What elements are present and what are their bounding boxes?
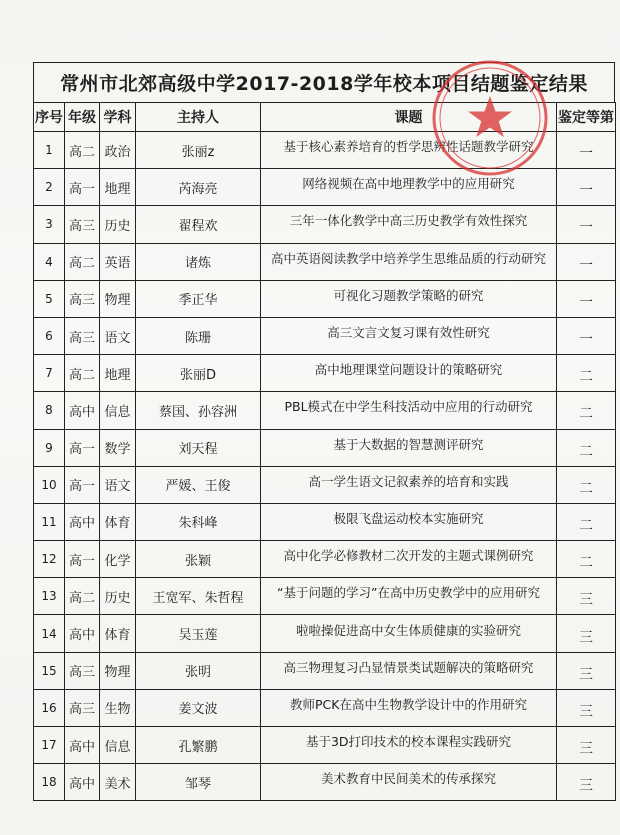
cell-topic (261, 615, 557, 652)
cell-rank (557, 727, 616, 764)
cell-index: 14 (34, 615, 65, 652)
cell-topic (261, 578, 557, 615)
cell-rank (557, 317, 616, 354)
topic-text: 啦啦操促进高中女生体质健康的实验研究 (295, 622, 521, 638)
cell-index: 6 (34, 317, 65, 354)
cell-grade: 高三 (65, 280, 100, 317)
cell-host: 蔡国、孙容洲 (136, 392, 261, 429)
cell-rank (557, 169, 616, 206)
cell-index: 18 (34, 764, 65, 801)
cell-subject: 地理 (100, 355, 136, 392)
cell-host: 诸炼 (136, 243, 261, 280)
cell-host: 张丽z (136, 132, 261, 169)
cell-grade: 高中 (65, 727, 100, 764)
table-header-row (34, 103, 616, 132)
cell-index: 8 (34, 392, 65, 429)
cell-subject: 体育 (100, 503, 136, 540)
cell-subject: 信息 (100, 392, 136, 429)
rank-text: 三 (579, 629, 593, 646)
cell-subject: 体育 (100, 615, 136, 652)
cell-index: 9 (34, 429, 65, 466)
topic-text: 可视化习题教学策略的研究 (333, 287, 484, 303)
cell-grade: 高一 (65, 466, 100, 503)
cell-index: 15 (34, 652, 65, 689)
cell-host: 邹琴 (136, 764, 261, 801)
cell-rank (557, 689, 616, 726)
cell-host: 吴玉莲 (136, 615, 261, 652)
rank-text: 二 (579, 369, 593, 386)
results-table (33, 102, 616, 801)
table-row (34, 429, 616, 466)
cell-subject: 地理 (100, 169, 136, 206)
rank-text: 二 (579, 406, 593, 423)
cell-host: 张明 (136, 652, 261, 689)
cell-topic (261, 132, 557, 169)
cell-grade: 高中 (65, 764, 100, 801)
cell-rank (557, 355, 616, 392)
table-row (34, 541, 616, 578)
cell-subject: 政治 (100, 132, 136, 169)
rank-text: 一 (579, 183, 593, 200)
cell-grade: 高中 (65, 503, 100, 540)
cell-grade: 高二 (65, 578, 100, 615)
cell-subject: 物理 (100, 652, 136, 689)
cell-index: 17 (34, 727, 65, 764)
cell-grade: 高一 (65, 429, 100, 466)
cell-subject: 物理 (100, 280, 136, 317)
cell-host: 严媛、王俊 (136, 466, 261, 503)
cell-subject: 生物 (100, 689, 136, 726)
cell-topic (261, 206, 557, 243)
cell-grade: 高三 (65, 689, 100, 726)
cell-topic (261, 503, 557, 540)
cell-host: 季正华 (136, 280, 261, 317)
header-index: 序号 (34, 103, 65, 132)
cell-host: 陈珊 (136, 317, 261, 354)
cell-grade: 高中 (65, 615, 100, 652)
header-grade: 年级 (65, 103, 100, 132)
cell-topic (261, 280, 557, 317)
table-row (34, 466, 616, 503)
cell-host: 张颖 (136, 541, 261, 578)
cell-subject: 数学 (100, 429, 136, 466)
cell-subject: 历史 (100, 206, 136, 243)
cell-rank (557, 503, 616, 540)
rank-text: 三 (579, 741, 593, 758)
table-row (34, 727, 616, 764)
header-host: 主持人 (136, 103, 261, 132)
header-subject: 学科 (100, 103, 136, 132)
cell-index: 13 (34, 578, 65, 615)
table-row (34, 689, 616, 726)
cell-grade: 高二 (65, 132, 100, 169)
cell-topic (261, 317, 557, 354)
header-topic: 课题 (261, 103, 557, 132)
cell-grade: 高三 (65, 206, 100, 243)
cell-grade: 高二 (65, 243, 100, 280)
rank-text: 一 (579, 257, 593, 274)
cell-grade: 高中 (65, 392, 100, 429)
cell-rank (557, 541, 616, 578)
rank-text: 三 (579, 666, 593, 683)
cell-index: 11 (34, 503, 65, 540)
table-row (34, 317, 616, 354)
cell-index: 7 (34, 355, 65, 392)
topic-text: 高一学生语文记叙素养的培育和实践 (308, 473, 509, 489)
rank-text: 二 (579, 555, 593, 572)
cell-rank (557, 652, 616, 689)
cell-rank (557, 132, 616, 169)
cell-rank (557, 578, 616, 615)
cell-subject: 历史 (100, 578, 136, 615)
rank-text: 三 (579, 703, 593, 720)
cell-host: 王宽军、朱哲程 (136, 578, 261, 615)
cell-rank (557, 243, 616, 280)
cell-host: 朱科峰 (136, 503, 261, 540)
topic-text: 教师PCK在高中生物教学设计中的作用研究 (290, 696, 527, 712)
topic-text: 三年一体化教学中高三历史教学有效性探究 (289, 213, 528, 229)
table-row (34, 280, 616, 317)
table-row (34, 169, 616, 206)
table-row (34, 132, 616, 169)
table-row (34, 652, 616, 689)
cell-subject: 语文 (100, 317, 136, 354)
header-rank: 鉴定等第 (557, 103, 616, 132)
topic-text: 美术教育中民间美术的传承探究 (320, 771, 496, 787)
topic-text: 基于3D打印技术的校本课程实践研究 (305, 734, 512, 750)
cell-topic (261, 466, 557, 503)
table-row (34, 578, 616, 615)
cell-index: 1 (34, 132, 65, 169)
rank-text: 三 (579, 592, 593, 609)
cell-subject: 化学 (100, 541, 136, 578)
cell-grade: 高二 (65, 355, 100, 392)
cell-topic (261, 243, 557, 280)
table-row (34, 355, 616, 392)
rank-text: 一 (579, 220, 593, 237)
cell-topic (261, 689, 557, 726)
cell-rank (557, 429, 616, 466)
rank-text: 二 (579, 517, 593, 534)
topic-text: 网络视频在高中地理教学中的应用研究 (302, 176, 515, 192)
cell-topic (261, 541, 557, 578)
cell-host: 姜文波 (136, 689, 261, 726)
cell-subject: 美术 (100, 764, 136, 801)
cell-rank (557, 280, 616, 317)
topic-text: 基于大数据的智慧测评研究 (333, 436, 484, 452)
cell-index: 10 (34, 466, 65, 503)
cell-subject: 信息 (100, 727, 136, 764)
cell-index: 3 (34, 206, 65, 243)
cell-topic (261, 429, 557, 466)
cell-index: 5 (34, 280, 65, 317)
rank-text: 二 (579, 480, 593, 497)
rank-text: 三 (579, 778, 593, 795)
rank-text: 二 (579, 443, 593, 460)
cell-rank (557, 392, 616, 429)
cell-subject: 英语 (100, 243, 136, 280)
cell-topic (261, 169, 557, 206)
table-row (34, 764, 616, 801)
cell-grade: 高三 (65, 317, 100, 354)
topic-text: 高中英语阅读教学中培养学生思维品质的行动研究 (270, 250, 546, 266)
cell-index: 4 (34, 243, 65, 280)
cell-topic (261, 652, 557, 689)
cell-index: 2 (34, 169, 65, 206)
cell-topic (261, 392, 557, 429)
topic-text: 高中化学必修教材二次开发的主题式课例研究 (283, 548, 534, 564)
rank-text: 一 (579, 332, 593, 349)
cell-host: 芮海亮 (136, 169, 261, 206)
topic-text: 高三物理复习凸显情景类试题解决的策略研究 (283, 659, 534, 675)
cell-host: 张丽D (136, 355, 261, 392)
topic-text: “基于问题的学习”在高中历史教学中的应用研究 (277, 585, 540, 601)
cell-grade: 高一 (65, 541, 100, 578)
cell-rank (557, 615, 616, 652)
cell-host: 孔繁鹏 (136, 727, 261, 764)
cell-grade: 高三 (65, 652, 100, 689)
cell-topic (261, 764, 557, 801)
table-row (34, 615, 616, 652)
cell-index: 16 (34, 689, 65, 726)
cell-grade: 高一 (65, 169, 100, 206)
cell-host: 翟程欢 (136, 206, 261, 243)
rank-text: 一 (579, 294, 593, 311)
cell-subject: 语文 (100, 466, 136, 503)
topic-text: 高中地理课堂问题设计的策略研究 (314, 362, 503, 378)
cell-host: 刘天程 (136, 429, 261, 466)
topic-text: 高三文言文复习课有效性研究 (327, 325, 490, 341)
cell-rank (557, 466, 616, 503)
table-row (34, 206, 616, 243)
topic-text: PBL模式在中学生科技活动中应用的行动研究 (284, 399, 533, 415)
cell-topic (261, 355, 557, 392)
cell-rank (557, 206, 616, 243)
table-row (34, 243, 616, 280)
cell-topic (261, 727, 557, 764)
table-row (34, 392, 616, 429)
table-row (34, 503, 616, 540)
document-title: 常州市北郊高级中学2017-2018学年校本项目结题鉴定结果 (33, 62, 615, 102)
topic-text: 极限飞盘运动校本实施研究 (333, 510, 484, 526)
cell-index: 12 (34, 541, 65, 578)
topic-text: 基于核心素养培育的哲学思辨性话题教学研究 (283, 139, 534, 155)
rank-text: 一 (579, 146, 593, 163)
cell-rank (557, 764, 616, 801)
